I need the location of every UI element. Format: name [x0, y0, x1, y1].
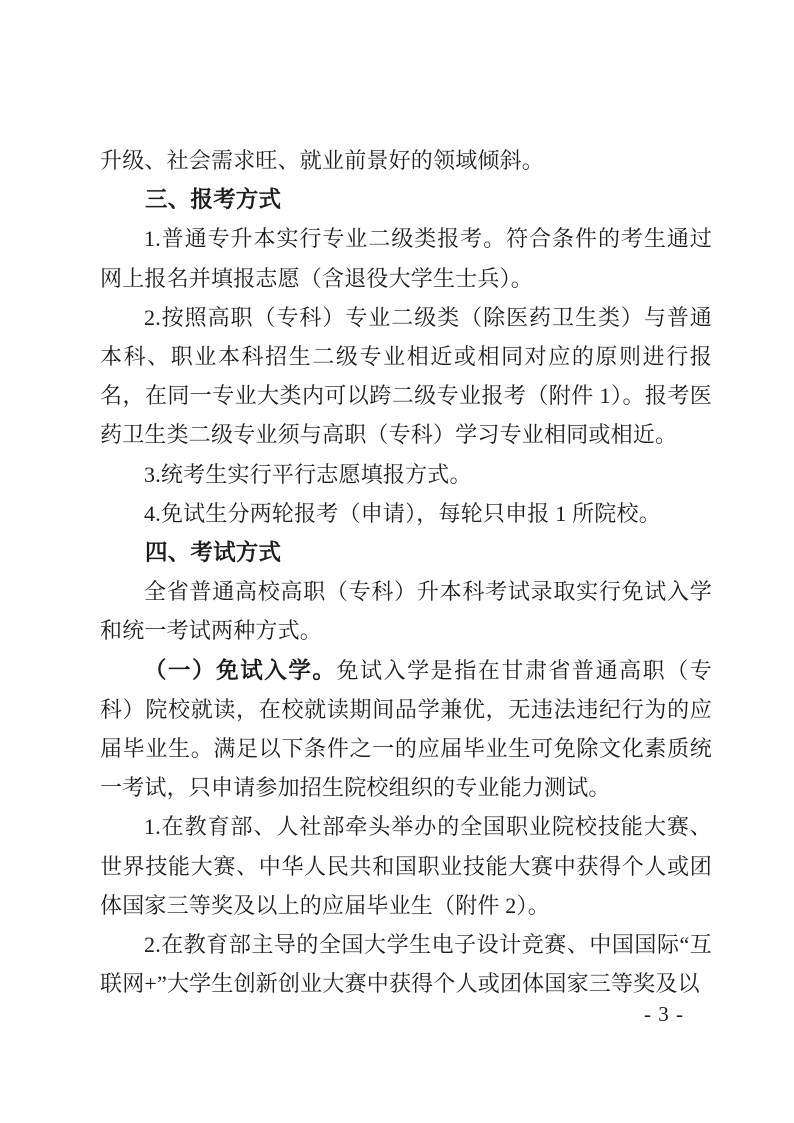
paragraph-exemption-intro — [100, 651, 712, 808]
exemption-intro-text: 免试入学是指在甘肃省普通高职（专科）院校就读，在校就读期间品学兼优，无违法违纪行为的应届毕业生。满足以下条件之一的应届毕业生可免除文化素质统一考试，只申请参加招生院校组织的专业能力测试。 — [100, 657, 712, 801]
paragraph-item-2: 2.按照高职（专科）专业二级类（除医药卫生类）与普通本科、职业本科招生二级专业相近或相同对应的原则进行报名，在同一专业大类内可以跨二级专业报考（附件 1）。报考医药卫生类二级专业须与高职（专科）学习专业相同或相近。 — [100, 304, 712, 448]
paragraph-exam-intro: 全省普通高校高职（专科）升本科考试录取实行免试入学和统一考试两种方式。 — [100, 579, 712, 644]
paragraph-exemption-item-2: 2.在教育部主导的全国大学生电子设计竞赛、中国国际“互联网+”大学生创新创业大赛中获得个人或团体国家三等奖及以 — [100, 932, 712, 997]
exemption-heading-inline: （一）免试入学。 — [144, 657, 337, 683]
section-heading-baokao-fangshi: 三、报考方式 — [145, 187, 282, 213]
paragraph-item-4: 4.免试生分两轮报考（申请），每轮只申报 1 所院校。 — [144, 500, 661, 526]
paragraph-continuation: 升级、社会需求旺、就业前景好的领域倾斜。 — [100, 148, 545, 173]
paragraph-item-1: 1.普通专升本实行专业二级类报考。符合条件的考生通过网上报名并填报志愿（含退役大学生士兵）。 — [100, 226, 712, 291]
section-heading-kaoshi-fangshi: 四、考试方式 — [145, 540, 282, 566]
paragraph-item-3: 3.统考生实行平行志愿填报方式。 — [144, 461, 472, 487]
paragraph-exemption-item-1: 1.在教育部、人社部牵头举办的全国职业院校技能大赛、世界技能大赛、中华人民共和国职业技能大赛中获得个人或团体国家三等奖及以上的应届毕业生（附件 2）。 — [100, 814, 712, 918]
page-number: - 3 - — [644, 1002, 684, 1026]
document-body — [100, 141, 712, 1003]
